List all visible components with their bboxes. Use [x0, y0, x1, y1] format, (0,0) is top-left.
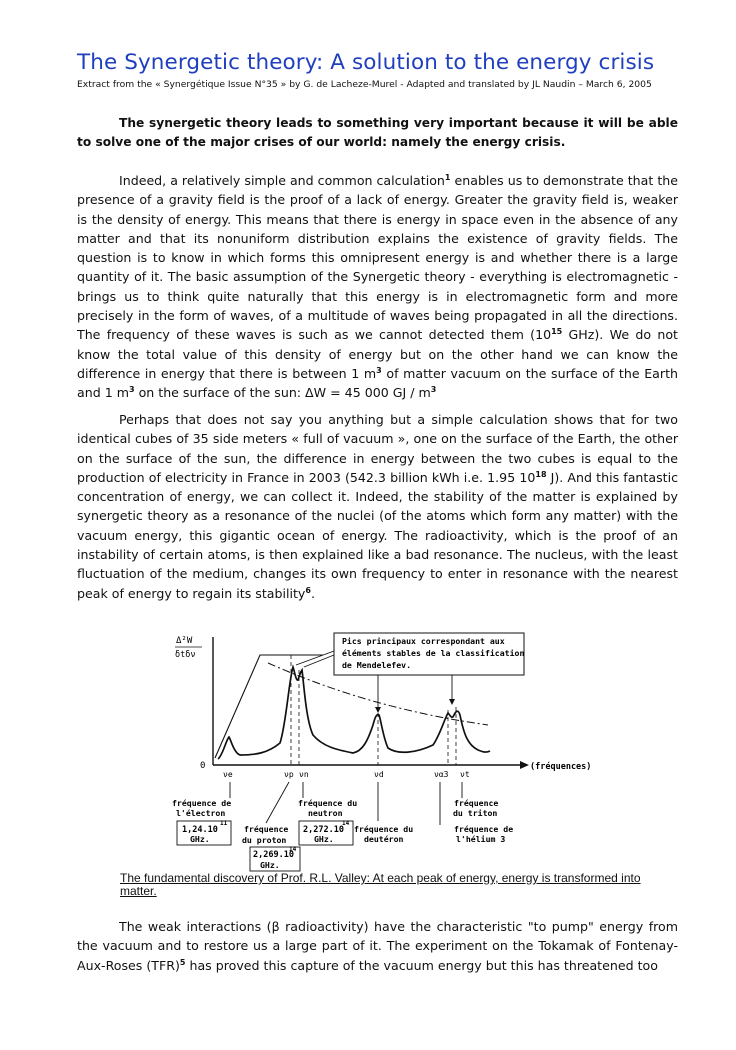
ann-proton-1: fréquence: [244, 824, 289, 834]
ann-triton-1: fréquence: [454, 798, 499, 808]
energy-peaks-figure: [168, 625, 600, 875]
paragraph-3-text-b: has proved this capture of the vacuum energy but this has threatened too: [185, 957, 658, 973]
paragraph-2-text-c: .: [310, 585, 315, 601]
ann-electron-2: l'électron: [176, 808, 226, 818]
leader-proton: [266, 782, 289, 823]
y-label-top: Δ²W: [176, 636, 193, 646]
ann-electron-exp: 11: [220, 820, 228, 827]
paragraph-1-text-b: enables us to demonstrate that the presence of a gravity field is the proof of a lack of energy. Greater the gravity field is, weaker is the density of energy. This means that there is energy in space even in the absence of any matter and that its nonuniform distribution explains the existence of gravity fields. The question is to know in which forms this omnipresent energy is and whether there is a large quantity of it. The basic assumption of the Synergetic theory - everything is electromagnetic - brings us to think quite naturally that this energy is in electromagnetic form and more precisely in the form of waves, of a multitude of waves being propagated in all the directions. The frequency of these waves is such as we cannot detected them (10: [77, 173, 678, 343]
paragraph-1-text-e: on the surface of the sun: ΔW = 45 000 GJ / m: [134, 385, 431, 401]
ann-neutron-exp: 14: [342, 820, 350, 827]
exponent-cubic-3: 3: [430, 385, 437, 395]
ann-electron-1: fréquence de: [172, 798, 232, 808]
box-arrowhead-helium: [449, 699, 455, 705]
mark-helium: να3: [434, 770, 449, 779]
ann-helium-2: l'hélium 3: [456, 834, 506, 844]
document-title: The Synergetic theory: A solution to the energy crisis: [77, 50, 655, 75]
ann-electron-val: 1,24.10: [182, 825, 218, 835]
mark-neutron: νn: [299, 770, 309, 779]
paragraph-1-text-d: of matter vacuum on the surface of the Earth and 1 m: [77, 365, 678, 401]
box-line-2: éléments stables de la classification: [342, 648, 525, 658]
ann-deuteron-2: deutéron: [364, 834, 404, 844]
intro-paragraph: [77, 114, 678, 153]
figure-caption: The fundamental discovery of Prof. R.L. Valley: At each peak of energy, energy is transformed into matter.: [120, 871, 641, 898]
ann-triton-2: du triton: [453, 808, 498, 818]
paragraph-2-text-b: J). And this fantastic concentration of energy, we can collect it. Indeed, the stability of the matter is explained by synergetic theory as a resonance of the nuclei (of the atoms which form any matter) with the vacuum energy, this gigantic ocean of energy. The radioactivity, which is the proof of an instability of certain atoms, is then explained like a bad resonance. The nucleus, with the least fluctuation of the medium, changes its own frequency to enter in resonance with the nearest peak of energy to regain its stability: [77, 469, 678, 601]
paragraph-3: [77, 917, 678, 975]
mark-electron: νe: [223, 770, 233, 779]
ann-proton-2: du proton: [242, 835, 287, 845]
exponent-cubic-2: 3: [128, 385, 135, 395]
footnote-ref-5: 5: [179, 957, 186, 967]
ann-proton-val: 2,269.10: [253, 850, 294, 860]
origin-label: 0: [200, 761, 206, 771]
ann-electron-unit: GHz.: [190, 834, 210, 844]
paragraph-2-text-a: Perhaps that does not say you anything but a simple calculation shows that for two identical cubes of 35 side meters « full of vacuum », one on the surface of the Earth, the other on the surface of the sun, the difference in energy between the two cubes is equal to the production of electricity in France in 2003 (542.3 billion kWh i.e. 1.95 10: [77, 412, 678, 485]
footnote-ref-1: 1: [444, 173, 451, 182]
ann-helium-1: fréquence de: [454, 824, 514, 834]
paragraph-2: [77, 410, 678, 603]
paragraph-1: [77, 171, 678, 403]
paragraph-1-text-a: Indeed, a relatively simple and common calculation: [119, 173, 445, 188]
ann-proton-unit: GHz.: [260, 860, 280, 870]
exponent-18: 18: [535, 469, 547, 479]
box-arrowhead-deuteron: [375, 707, 381, 713]
paragraph-3-text-a: The weak interactions (β radioactivity) have the characteristic "to pump" energy from the vacuum and to restore us a large part of it. The experiment on the Tokamak of Fontenay-Aux-Roses (TFR): [77, 919, 678, 973]
mark-proton: νp: [284, 770, 294, 779]
x-axis-label: (fréquences): [530, 762, 592, 772]
ann-neutron-unit: GHz.: [314, 834, 334, 844]
document-subtitle: Extract from the « Synergétique Issue N°35 » by G. de Lacheze-Murel - Adapted and translated by JL Naudin – March 6, 2005: [77, 79, 652, 90]
spectrum-curve: [218, 667, 490, 759]
ann-neutron-1: fréquence du: [298, 798, 358, 808]
exponent-15: 15: [551, 327, 563, 337]
footnote-ref-6: 6: [305, 585, 311, 595]
intro-text: The synergetic theory leads to something very important because it will be able to solve one of the major crises of our world: namely the energy crisis.: [77, 116, 678, 150]
box-line-3: de Mendelefev.: [342, 660, 412, 670]
mark-deuteron: νd: [374, 770, 384, 779]
y-label-bottom: δtδν: [175, 650, 196, 660]
ann-deuteron-1: fréquence du: [354, 824, 414, 834]
exponent-cubic-1: 3: [376, 365, 382, 375]
ann-neutron-val: 2,272.10: [303, 825, 344, 835]
x-axis-arrow: [520, 761, 529, 769]
paragraph-1-text-c: GHz). We do not know the total value of this density of energy but on the other hand we can know the difference in energy that there is between 1 m: [77, 327, 678, 381]
ann-neutron-2: neutron: [308, 808, 343, 818]
box-line-1: Pics principaux correspondant aux: [342, 636, 505, 646]
mark-triton: νt: [460, 770, 470, 779]
ann-proton-exp: 14: [289, 846, 297, 853]
